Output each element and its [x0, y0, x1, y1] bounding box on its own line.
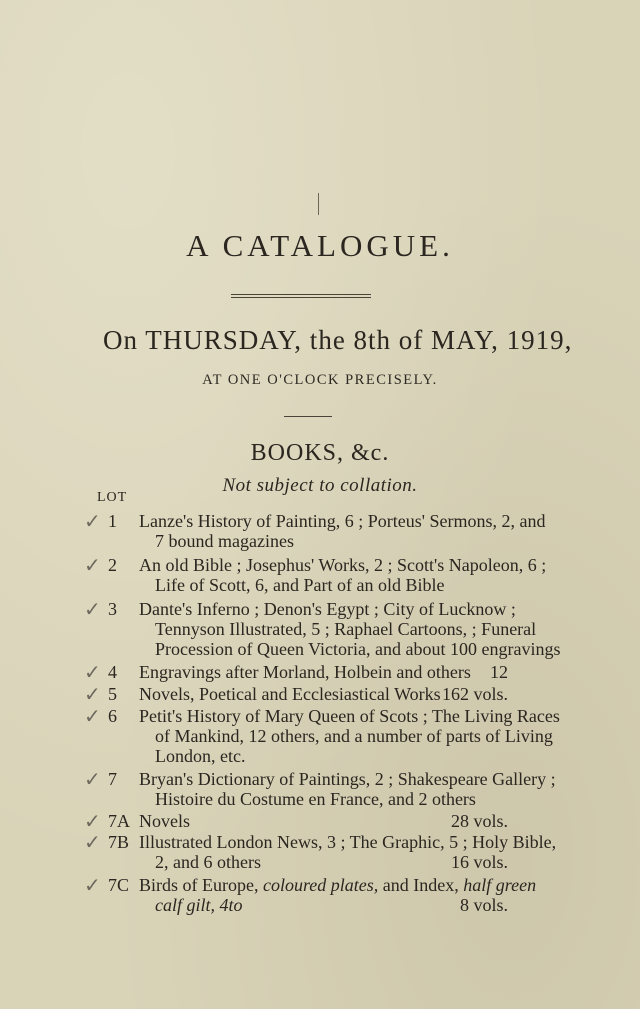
lot-number: 2	[108, 555, 117, 575]
checkmark-icon: ✓	[84, 682, 101, 706]
lot-description: Engravings after Morland, Holbein and others	[139, 662, 471, 682]
lot-description-cont: Histoire du Costume en France, and 2 others	[155, 789, 476, 809]
lot-description-cont: of Mankind, 12 others, and a number of parts of Living	[155, 726, 553, 746]
catalogue-title: A CATALOGUE.	[186, 228, 454, 263]
lot-description-italic: coloured plates,	[262, 875, 379, 895]
checkmark-icon: ✓	[84, 767, 101, 791]
checkmark-icon: ✓	[84, 809, 101, 833]
lot-number: 7A	[108, 811, 130, 831]
sale-time-line: AT ONE O'CLOCK PRECISELY.	[202, 372, 438, 388]
lot-number: 4	[108, 662, 117, 682]
checkmark-icon: ✓	[84, 704, 101, 728]
short-rule-divider	[284, 416, 332, 417]
lot-description-cont: 2, and 6 others	[155, 852, 261, 872]
collation-note: Not subject to collation.	[222, 475, 418, 496]
pencil-mark	[318, 193, 319, 215]
lot-number: 7B	[108, 832, 130, 852]
lot-quantity: 162 vols.	[441, 684, 508, 704]
lot-description: Bryan's Dictionary of Paintings, 2 ; Shakespeare Gallery ;	[139, 769, 556, 789]
checkmark-icon: ✓	[84, 553, 101, 577]
lot-number: 1	[108, 511, 117, 531]
lot-description-cont: calf gilt, 4to	[155, 895, 243, 915]
lot-description-cont: Tennyson Illustrated, 5 ; Raphael Cartoons, ; Funeral	[155, 619, 537, 639]
lot-description	[139, 875, 537, 896]
lot-description: Lanze's History of Painting, 6 ; Porteus' Sermons, 2, and	[139, 511, 546, 531]
lot-number: 7C	[108, 875, 130, 895]
section-heading: BOOKS, &c.	[250, 440, 390, 466]
lot-number: 7	[108, 769, 117, 789]
lot-description-part: Birds of Europe,	[139, 875, 263, 895]
checkmark-icon: ✓	[84, 873, 101, 897]
lot-description: Novels	[139, 811, 190, 831]
lot-description-cont: London, etc.	[155, 746, 246, 766]
lot-description: Illustrated London News, 3 ; The Graphic, 5 ; Holy Bible,	[139, 832, 557, 852]
lot-quantity: 16 vols.	[450, 852, 508, 872]
lot-quantity: 12	[490, 662, 508, 682]
lot-description: Dante's Inferno ; Denon's Egypt ; City of Lucknow ;	[139, 599, 516, 619]
lot-description: Petit's History of Mary Queen of Scots ; The Living Races	[139, 706, 560, 726]
lot-column-header: LOT	[97, 490, 128, 505]
checkmark-icon: ✓	[84, 830, 101, 854]
lot-quantity: 8 vols.	[459, 895, 508, 915]
checkmark-icon: ✓	[84, 597, 101, 621]
lot-description-cont: Procession of Queen Victoria, and about 100 engravings	[155, 639, 561, 659]
lot-description-part: and Index,	[378, 875, 464, 895]
sale-date-line: On THURSDAY, the 8th of MAY, 1919,	[103, 325, 573, 355]
checkmark-icon: ✓	[84, 509, 101, 533]
lot-description-cont: 7 bound magazines	[155, 531, 294, 551]
lot-number: 5	[108, 684, 117, 704]
double-rule-divider	[231, 294, 371, 298]
lot-number: 6	[108, 706, 117, 726]
lot-description: An old Bible ; Josephus' Works, 2 ; Scott's Napoleon, 6 ;	[139, 555, 547, 575]
lot-description-italic: half green	[463, 875, 537, 895]
lot-description: Novels, Poetical and Ecclesiastical Works	[139, 684, 441, 704]
lot-number: 3	[108, 599, 117, 619]
checkmark-icon: ✓	[84, 660, 101, 684]
lot-quantity: 28 vols.	[450, 811, 508, 831]
lot-description-cont: Life of Scott, 6, and Part of an old Bible	[155, 575, 445, 595]
